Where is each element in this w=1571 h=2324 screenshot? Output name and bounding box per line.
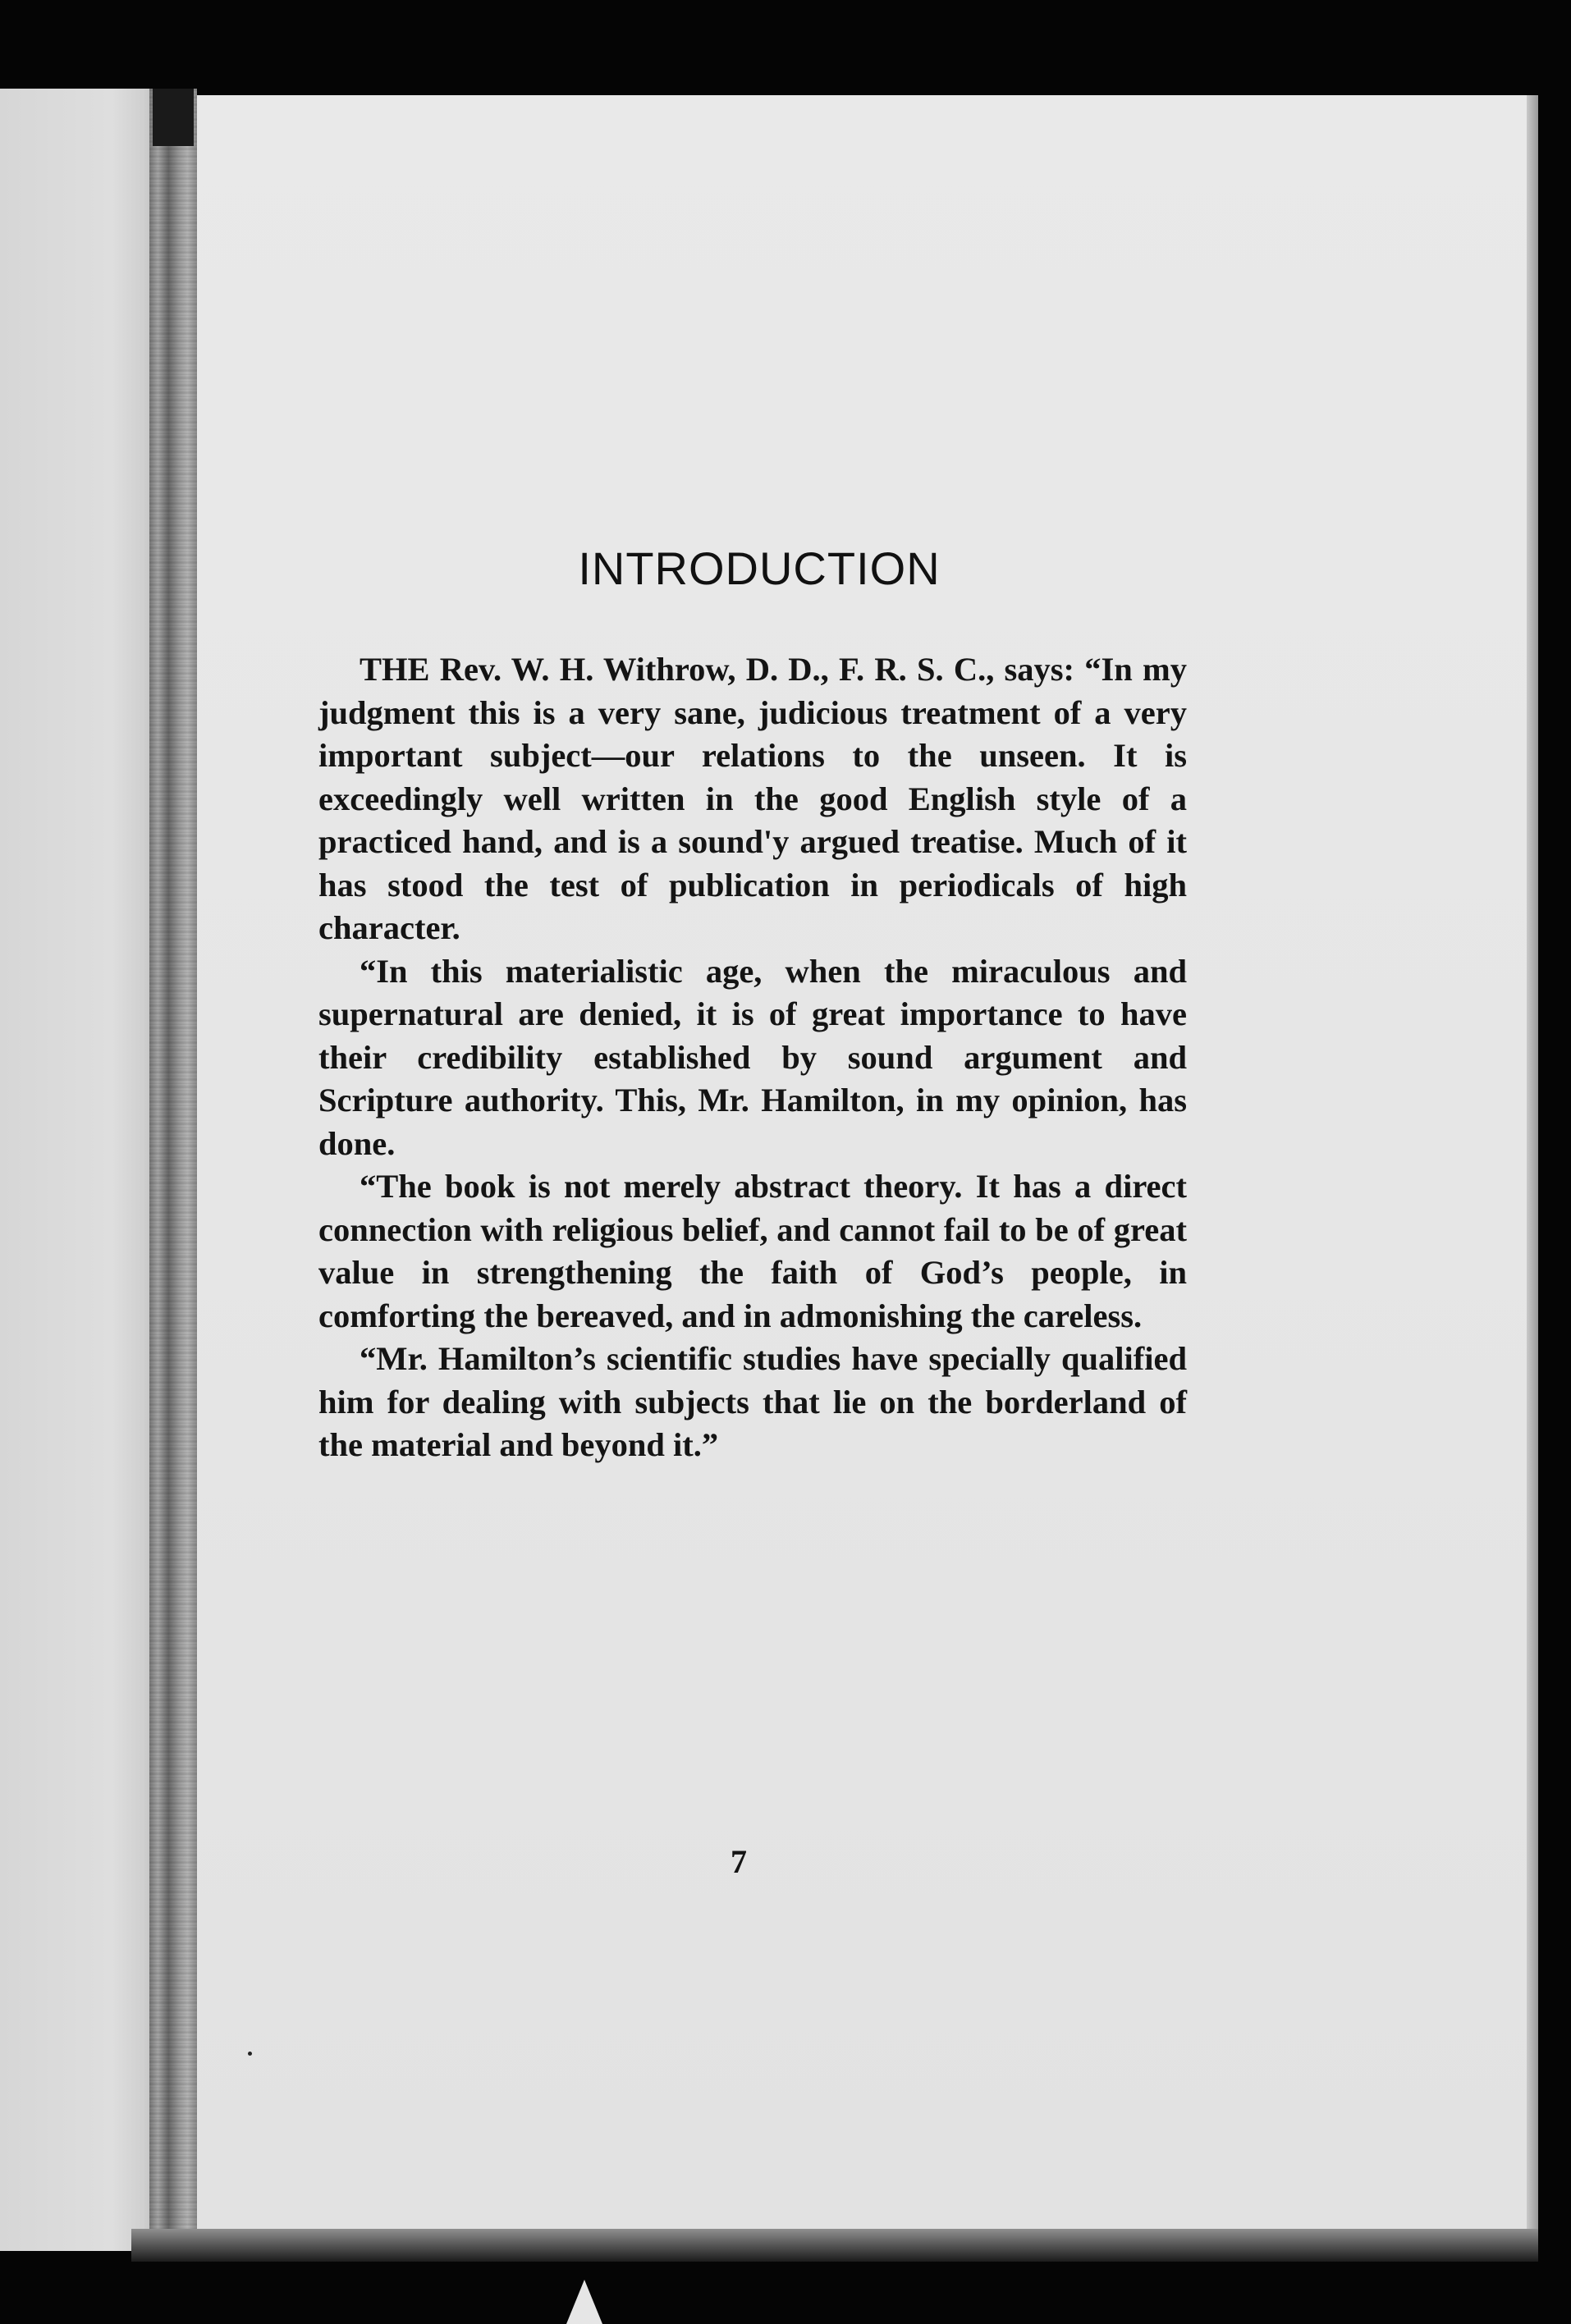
page-title: INTRODUCTION — [578, 542, 941, 594]
paragraph-2: “In this materialistic age, when the miraculous and supernatural are denied, it is of great importance to have their credibility established by sound argument and Scripture authority. This, Mr. Hamilton, in my opinion, has done. — [318, 952, 1187, 1162]
scanner-mark-icon — [566, 2280, 602, 2324]
introduction-body — [318, 648, 1187, 1467]
page-number: 7 — [731, 1843, 747, 1880]
page-right-edge — [1527, 95, 1538, 2229]
gutter-shadow — [153, 89, 194, 146]
facing-page-edge — [0, 89, 160, 2251]
paragraph-1: THE Rev. W. H. Withrow, D. D., F. R. S. C., says: “In my judgment this is a very sane, judicious treatment of a very important subject—our relations to the unseen. It is exceedingly well written in the good English style of a practiced hand, and is a sound'y argued treatise. Much of it has stood the test of publication in periodicals of high character. — [318, 651, 1187, 946]
dust-speck — [248, 2052, 252, 2056]
paragraph-4: “Mr. Hamilton’s scientific studies have specially qualified him for dealing with subjects that lie on the borderland of the material and beyond it.” — [318, 1340, 1187, 1463]
book-gutter — [149, 89, 197, 2251]
paragraph-3: “The book is not merely abstract theory. It has a direct connection with religious belief, and cannot fail to be of great value in strengthening the faith of God’s people, in comforting the bereaved, and in admonishing the careless. — [318, 1168, 1187, 1334]
page-bottom-edge — [131, 2229, 1538, 2262]
